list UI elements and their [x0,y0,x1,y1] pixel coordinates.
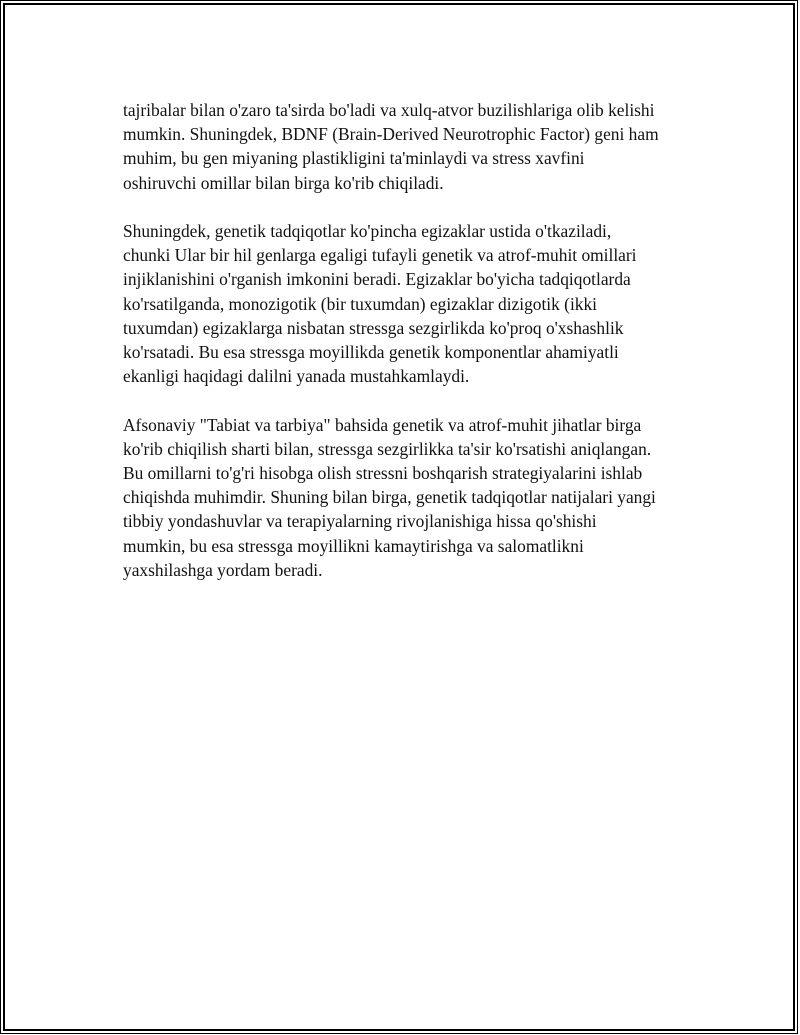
paragraph-2: Shuningdek, genetik tadqiqotlar ko'pincha egizaklar ustida o'tkaziladi, chunki Ular bir hil genlarga egaligi tufayli genetik va atrof-muhit omillari injiklanishini o'rganish imkonini beradi. Egizaklar bo'yicha tadqiqotlarda ko'rsatilganda, monozigotik (bir tuxumdan) egizaklar dizigotik (ikki tuxumdan) egizaklarga nisbatan stressga sezgirlikda ko'proq o'xshashlik ko'rsatadi. Bu esa stressga moyillikda genetik komponentlar ahamiyatli ekanligi haqidagi dalilni yanada mustahkamlaydi. [123,221,637,387]
paragraph-3: Afsonaviy "Tabiat va tarbiya" bahsida genetik va atrof-muhit jihatlar birga ko'rib chiqilish sharti bilan, stressga sezgirlikka ta'sir ko'rsatishi aniqlangan. Bu omillarni to'g'ri hisobga olish stressni boshqarish strategiyalarini ishlab chiqishda muhimdir. Shuning bilan birga, genetik tadqiqotlar natijalari yangi tibbiy yondashuvlar va terapiyalarning rivojlanishiga hissa qo'shishi mumkin, bu esa stressga moyillikni kamaytirishga va salomatlikni yaxshilashga yordam beradi. [123,414,656,580]
page-frame [3,3,795,1031]
paragraph-1: tajribalar bilan o'zaro ta'sirda bo'ladi va xulq-atvor buzilishlariga olib kelishi mumkin. Shuningdek, BDNF (Brain-Derived Neurotrophic Factor) geni ham muhim, bu gen miyaning plastikligini ta'minlaydi va stress xavfini oshiruvchi omillar bilan birga ko'rib chiqiladi. [123,100,659,193]
document-body [123,98,713,606]
